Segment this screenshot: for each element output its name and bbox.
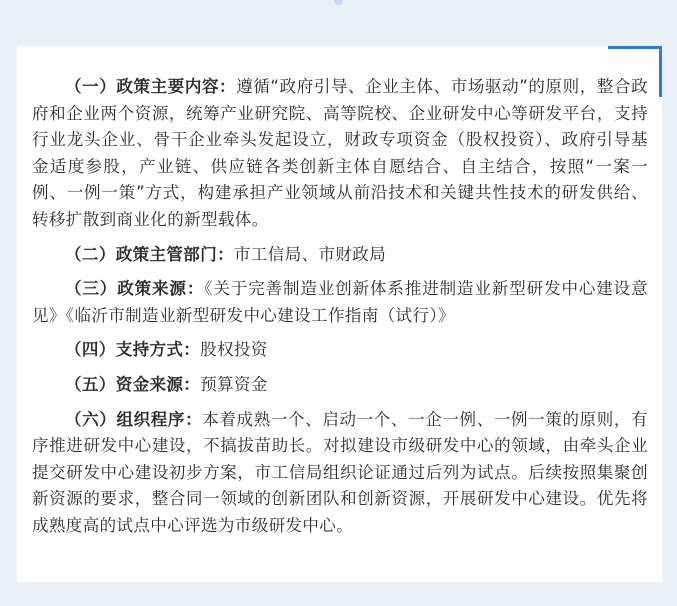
section-text: 预算资金 [200,374,268,394]
section-text: 遵循“政府引导、企业主体、市场驱动”的原则，整合政府和企业两个资源，统筹产业研究院、高等院校、企业研发中心等研发平台，支持行业龙头企业、骨干企业牵头发起设立，财政专项资金（股权投资）、政府引导基金适度参股，产业链、供应链各类创新主体自愿结合、自主结合，按照“一案一例、一例一策”方式，构建承担产业领域从前沿技术和关键共性技术的研发供给、转移扩散到商业化的新型载体。 [32,77,649,229]
section-support-method [32,337,648,364]
top-marker [334,0,343,5]
section-policy-source [32,276,648,329]
section-department [32,242,648,269]
section-label: （五）资金来源： [65,374,201,394]
section-text: 股权投资 [200,340,268,360]
section-label: （四）支持方式： [65,340,201,360]
policy-content [32,74,648,548]
section-text: 市工信局、市财政局 [234,244,387,264]
section-label: （二）政策主管部门： [65,244,234,264]
section-policy-content [32,74,648,234]
section-text: 本着成熟一个、启动一个、一企一例、一例一策的原则，有序推进研发中心建设，不搞拔苗助长。对拟建设市级研发中心的领域，由牵头企业提交研发中心建设初步方案，市工信局组织论证通过后列为试点。后续按照集聚创新资源的要求，整合同一领域的创新团队和创新资源，开展研发中心建设。优先将成熟度高的试点中心评选为市级研发中心。 [32,409,648,535]
section-text: 《关于完善制造业创新体系推进制造业新型研发中心建设意见》《临沂市制造业新型研发中心建设工作指南（试行）》 [32,279,648,325]
section-label: （一）政策主要内容： [65,77,237,96]
section-label: （三）政策来源： [65,279,205,299]
section-procedure [32,407,648,540]
section-label: （六）组织程序： [65,409,203,429]
section-fund-source [32,372,648,399]
